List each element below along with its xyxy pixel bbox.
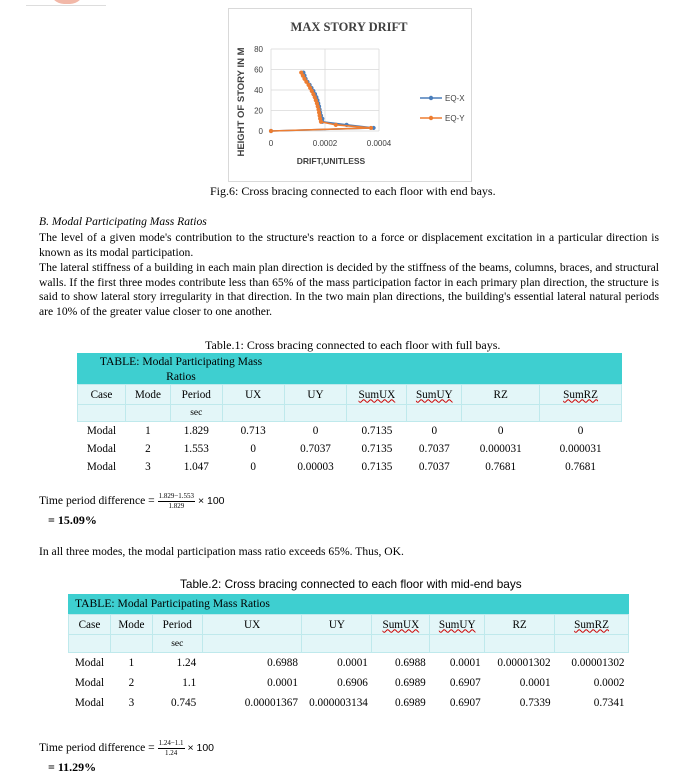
- figure-caption: Fig.6: Cross bracing connected to each floor with end bays.: [210, 184, 496, 198]
- table-cell: 0.713: [240, 424, 266, 437]
- table2-header-uy: UY: [302, 615, 372, 635]
- table2-title-bar: [68, 594, 629, 614]
- table-cell: 0.6989: [395, 676, 426, 689]
- legend-label-eq-y: EQ-Y: [445, 114, 465, 123]
- drift-chart-svg: [229, 9, 471, 181]
- table2-header-sumrz: SumRZ: [555, 615, 629, 635]
- calc2-numerator: 1.24−1.1: [158, 739, 184, 747]
- table-cell: 0.0002: [593, 676, 625, 689]
- table-cell: 0.00001367: [244, 696, 298, 709]
- table2-header-rz: RZ: [485, 615, 555, 635]
- calc2-label: Time period difference =: [39, 741, 158, 755]
- table2-header-period: Period: [152, 615, 202, 635]
- table-cell: 0.7135: [361, 442, 393, 455]
- table-cell: 0.6907: [449, 696, 481, 709]
- x-axis-label: DRIFT,UNITLESS: [296, 156, 366, 166]
- table-cell: 1: [128, 656, 135, 669]
- table-cell: 0.7681: [565, 460, 596, 473]
- table1-header-sumux: SumUX: [347, 385, 407, 405]
- table-cell: 1.553: [183, 442, 209, 455]
- table-row: [69, 653, 629, 673]
- table1-title-line2: Ratios: [166, 370, 196, 383]
- table-cell: 0.000031: [479, 442, 522, 455]
- table-cell: 0: [497, 424, 504, 437]
- table2-header-sumux: SumUX: [372, 615, 430, 635]
- drift-chart: [228, 8, 472, 182]
- table-cell: 0.000003134: [309, 696, 368, 709]
- table-cell: 0.6988: [267, 656, 298, 669]
- table-cell: 2: [145, 442, 151, 455]
- table2-header-row: [69, 615, 629, 635]
- note-ok: In all three modes, the modal participation mass ratio exceeds 65%. Thus, OK.: [39, 545, 404, 558]
- x-tick-label: 0.0004: [366, 139, 392, 148]
- table-row: [69, 693, 629, 713]
- table-cell: 0.000031: [559, 442, 602, 455]
- data-point-eq-y: [369, 126, 373, 130]
- calc2-fraction: [158, 739, 185, 758]
- table1-header-row: [78, 385, 622, 405]
- table1-header-rz: RZ: [462, 385, 540, 405]
- y-tick-label: 20: [254, 106, 263, 116]
- calc1-result: = 15.09%: [48, 513, 97, 527]
- table-cell: Modal: [74, 696, 105, 709]
- table-cell: 0.7037: [300, 442, 331, 455]
- table-cell: 0.6988: [395, 656, 426, 669]
- table-cell: 2: [128, 676, 135, 689]
- table2-header-ux: UX: [202, 615, 302, 635]
- table-cell: 0.00001302: [497, 656, 551, 669]
- table2-caption: Table.2: Cross bracing connected to each floor with mid-end bays: [180, 577, 522, 591]
- table1-units-row: [78, 405, 622, 422]
- table-cell: 3: [128, 696, 135, 709]
- table-cell: 0.0001: [337, 656, 368, 669]
- calc1-numerator: 1.829−1.553: [158, 492, 195, 500]
- table-row: [78, 422, 622, 440]
- table1-header-sumuy: SumUY: [407, 385, 462, 405]
- data-point-eq-y: [334, 123, 338, 127]
- table2-header-sumuy: SumUY: [430, 615, 485, 635]
- table-row: [78, 440, 622, 458]
- table-cell: 0.7135: [361, 460, 393, 473]
- table-row: [78, 458, 622, 476]
- table-cell: Modal: [74, 676, 105, 689]
- y-tick-label: 60: [254, 65, 263, 75]
- table-cell: 1.1: [182, 676, 197, 689]
- table-cell: 0.7341: [593, 696, 625, 709]
- table1-header-ux: UX: [222, 385, 284, 405]
- calc1-denominator: 1.829: [168, 502, 185, 510]
- table1-grid: [77, 384, 622, 476]
- data-point-eq-y: [299, 70, 303, 74]
- table-cell: 0.0001: [519, 676, 551, 689]
- section-heading: B. Modal Participating Mass Ratios: [39, 215, 207, 228]
- table-cell: Modal: [86, 442, 117, 455]
- table-cell: 0.6907: [449, 676, 481, 689]
- x-tick-label: 0: [268, 139, 274, 148]
- table2-header-case: Case: [69, 615, 111, 635]
- table-cell: 0.0001: [449, 656, 481, 669]
- table-cell: 0.00001302: [571, 656, 625, 669]
- legend-label-eq-x: EQ-X: [445, 94, 465, 103]
- table-cell: 0.6989: [395, 696, 426, 709]
- calc2-times: × 100: [187, 742, 215, 755]
- table-cell: 1.829: [183, 424, 209, 437]
- table2-header-mode: Mode: [110, 615, 152, 635]
- y-tick-label: 0: [258, 127, 263, 136]
- table-cell: 0.7037: [418, 442, 450, 455]
- table-cell: 0.7339: [519, 696, 551, 709]
- table1-unit-period: sec: [170, 405, 222, 422]
- table1-header-period: Period: [170, 385, 222, 405]
- calc1-label: Time period difference =: [39, 494, 158, 508]
- x-tick-label: 0.0002: [312, 139, 338, 148]
- calc2-denominator: 1.24: [164, 749, 178, 757]
- table-cell: 0.7135: [361, 424, 393, 437]
- y-tick-label: 80: [254, 45, 263, 54]
- paragraph-2: The lateral stiffness of a building in each main plan direction is decided by the stiffness of the beams, columns, braces, and structural walls. If the first three modes contribute less than 65% of the mass participation factor in each primary plan direction, the structure is said to show lateral story irregularity in that direction. In the two main plan directions, the building's essential lateral natural periods are 10% of the greater value closer to one another.: [39, 261, 659, 318]
- table-cell: 0.00003: [297, 460, 334, 473]
- table2-unit-period: sec: [152, 635, 202, 653]
- legend: [420, 94, 465, 123]
- table-cell: 0.7037: [418, 460, 450, 473]
- table1-header-case: Case: [78, 385, 126, 405]
- table-cell: 0: [250, 460, 256, 473]
- table-cell: 0.0001: [267, 676, 298, 689]
- table1-header-sumrz: SumRZ: [540, 385, 622, 405]
- table-cell: 1: [145, 424, 151, 437]
- table-cell: 0: [577, 424, 584, 437]
- calc2-result: = 11.29%: [48, 760, 97, 774]
- table1-title-bar: [77, 353, 622, 384]
- table-cell: 3: [145, 460, 151, 473]
- table-cell: 1.047: [183, 460, 209, 473]
- table1-title-line1: TABLE: Modal Participating Mass: [99, 355, 263, 368]
- table-cell: 1.24: [176, 656, 197, 669]
- calc1-times: × 100: [197, 495, 225, 508]
- table1-header-mode: Mode: [125, 385, 170, 405]
- calc1-fraction: [158, 492, 195, 511]
- table1-header-uy: UY: [284, 385, 347, 405]
- table-cell: 0.6906: [337, 676, 368, 689]
- table-cell: 0: [250, 442, 256, 455]
- time-period-calc-1: [39, 492, 225, 511]
- table-cell: 0: [431, 424, 438, 437]
- table-cell: Modal: [86, 460, 117, 473]
- table-cell: 0: [312, 424, 319, 437]
- table-cell: 0.745: [171, 696, 197, 709]
- y-tick-label: 40: [254, 86, 263, 95]
- table-row: [69, 673, 629, 693]
- chart-title: MAX STORY DRIFT: [290, 20, 408, 34]
- data-point-eq-y: [269, 129, 273, 133]
- paragraph-1: The level of a given mode's contribution to the structure's reaction to a force or displacement excitation in a particular direction is known as its modal participation.: [39, 231, 659, 259]
- table2-title: TABLE: Modal Participating Mass Ratios: [75, 597, 270, 610]
- time-period-calc-2: [39, 739, 214, 758]
- table-cell: 0.7681: [485, 460, 517, 473]
- y-axis-label: HEIGHT OF STORY IN M: [236, 47, 247, 157]
- table2-grid: [68, 614, 629, 713]
- table1: [77, 353, 622, 476]
- table-cell: Modal: [86, 424, 117, 437]
- table2: [68, 594, 629, 713]
- table1-caption: Table.1: Cross bracing connected to each floor with full bays.: [205, 338, 501, 352]
- table-cell: Modal: [74, 656, 105, 669]
- table2-units-row: [69, 635, 629, 653]
